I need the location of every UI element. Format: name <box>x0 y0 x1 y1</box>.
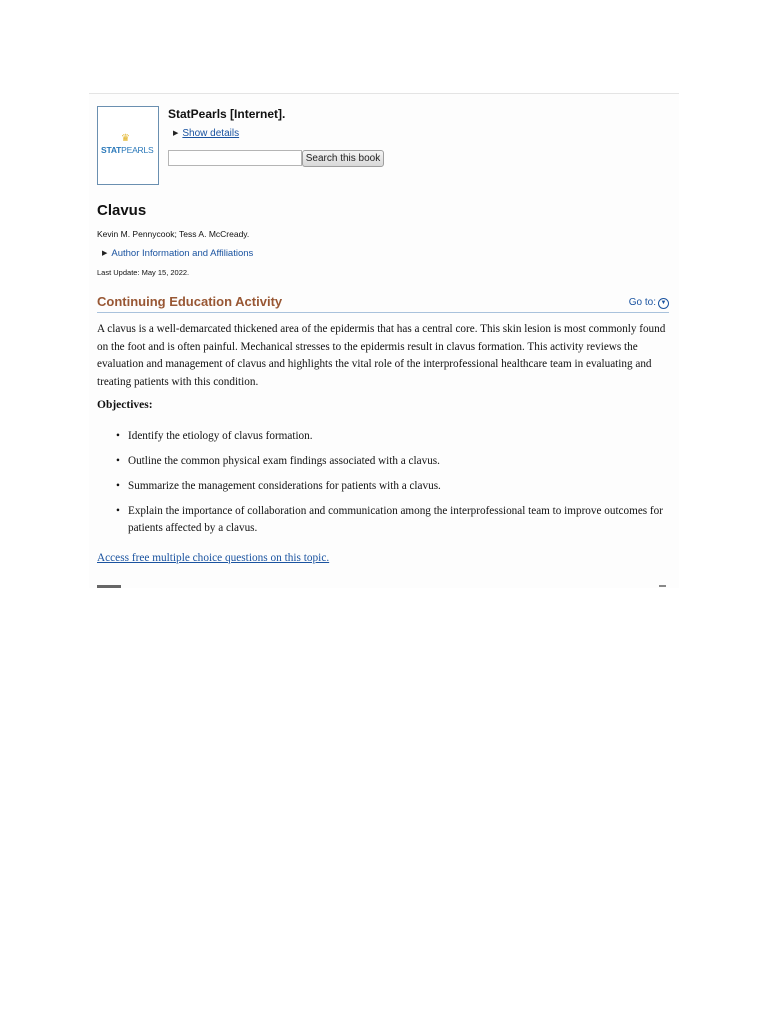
list-item: • Identify the etiology of clavus formation. <box>97 428 667 445</box>
goto-menu[interactable]: Go to: ▼ <box>629 297 669 309</box>
list-item: • Summarize the management considerations for patients with a clavus. <box>97 478 667 495</box>
bullet-icon: • <box>116 480 120 492</box>
book-title: StatPearls [Internet]. <box>168 107 286 121</box>
section-header <box>97 294 669 313</box>
triangle-right-icon: ▶ <box>173 130 179 137</box>
cropped-goto-fragment <box>659 585 666 587</box>
triangle-right-icon: ▶ <box>102 250 108 257</box>
author-affiliations-link[interactable]: ▶ Author Information and Affiliations <box>102 248 254 259</box>
last-update: Last Update: May 15, 2022. <box>97 268 190 277</box>
authors: Kevin M. Pennycook; Tess A. McCready. <box>97 229 250 239</box>
mcq-link[interactable]: Access free multiple choice questions on this topic. <box>97 552 330 564</box>
bullet-icon: • <box>116 505 120 517</box>
bullet-icon: • <box>116 455 120 467</box>
show-details-link[interactable]: ▶ Show details <box>173 128 240 139</box>
bullet-icon: • <box>116 430 120 442</box>
list-item: • Explain the importance of collaboration and communication among the interprofessional team to improve outcomes for patients affected by a clavus. <box>116 505 663 534</box>
section-title: Continuing Education Activity <box>97 294 283 309</box>
objectives-list <box>97 428 667 545</box>
section-paragraph: A clavus is a well-demarcated thickened area of the epidermis that has a central core. This skin lesion is most commonly found on the foot and is often painful. Mechanical stresses to the epidermis result in clavus formation. This activity reviews the evaluation and management of clavus and highlights the vital role of the interprofessional healthcare team in evaluating and treating patients with this condition. <box>97 323 666 388</box>
list-item: • Outline the common physical exam findings associated with a clavus. <box>97 453 667 470</box>
crown-icon: ♛ <box>121 133 130 144</box>
page-screenshot <box>89 93 679 588</box>
search-input[interactable] <box>168 150 302 166</box>
statpearls-logo: STATPEARLS <box>101 145 154 155</box>
search-button[interactable]: Search this book <box>302 150 384 167</box>
cropped-heading-fragment <box>97 585 121 588</box>
book-cover[interactable] <box>97 106 159 185</box>
chevron-down-icon: ▼ <box>658 298 669 309</box>
objectives-heading: Objectives: <box>97 399 153 411</box>
page-title: Clavus <box>97 202 147 219</box>
